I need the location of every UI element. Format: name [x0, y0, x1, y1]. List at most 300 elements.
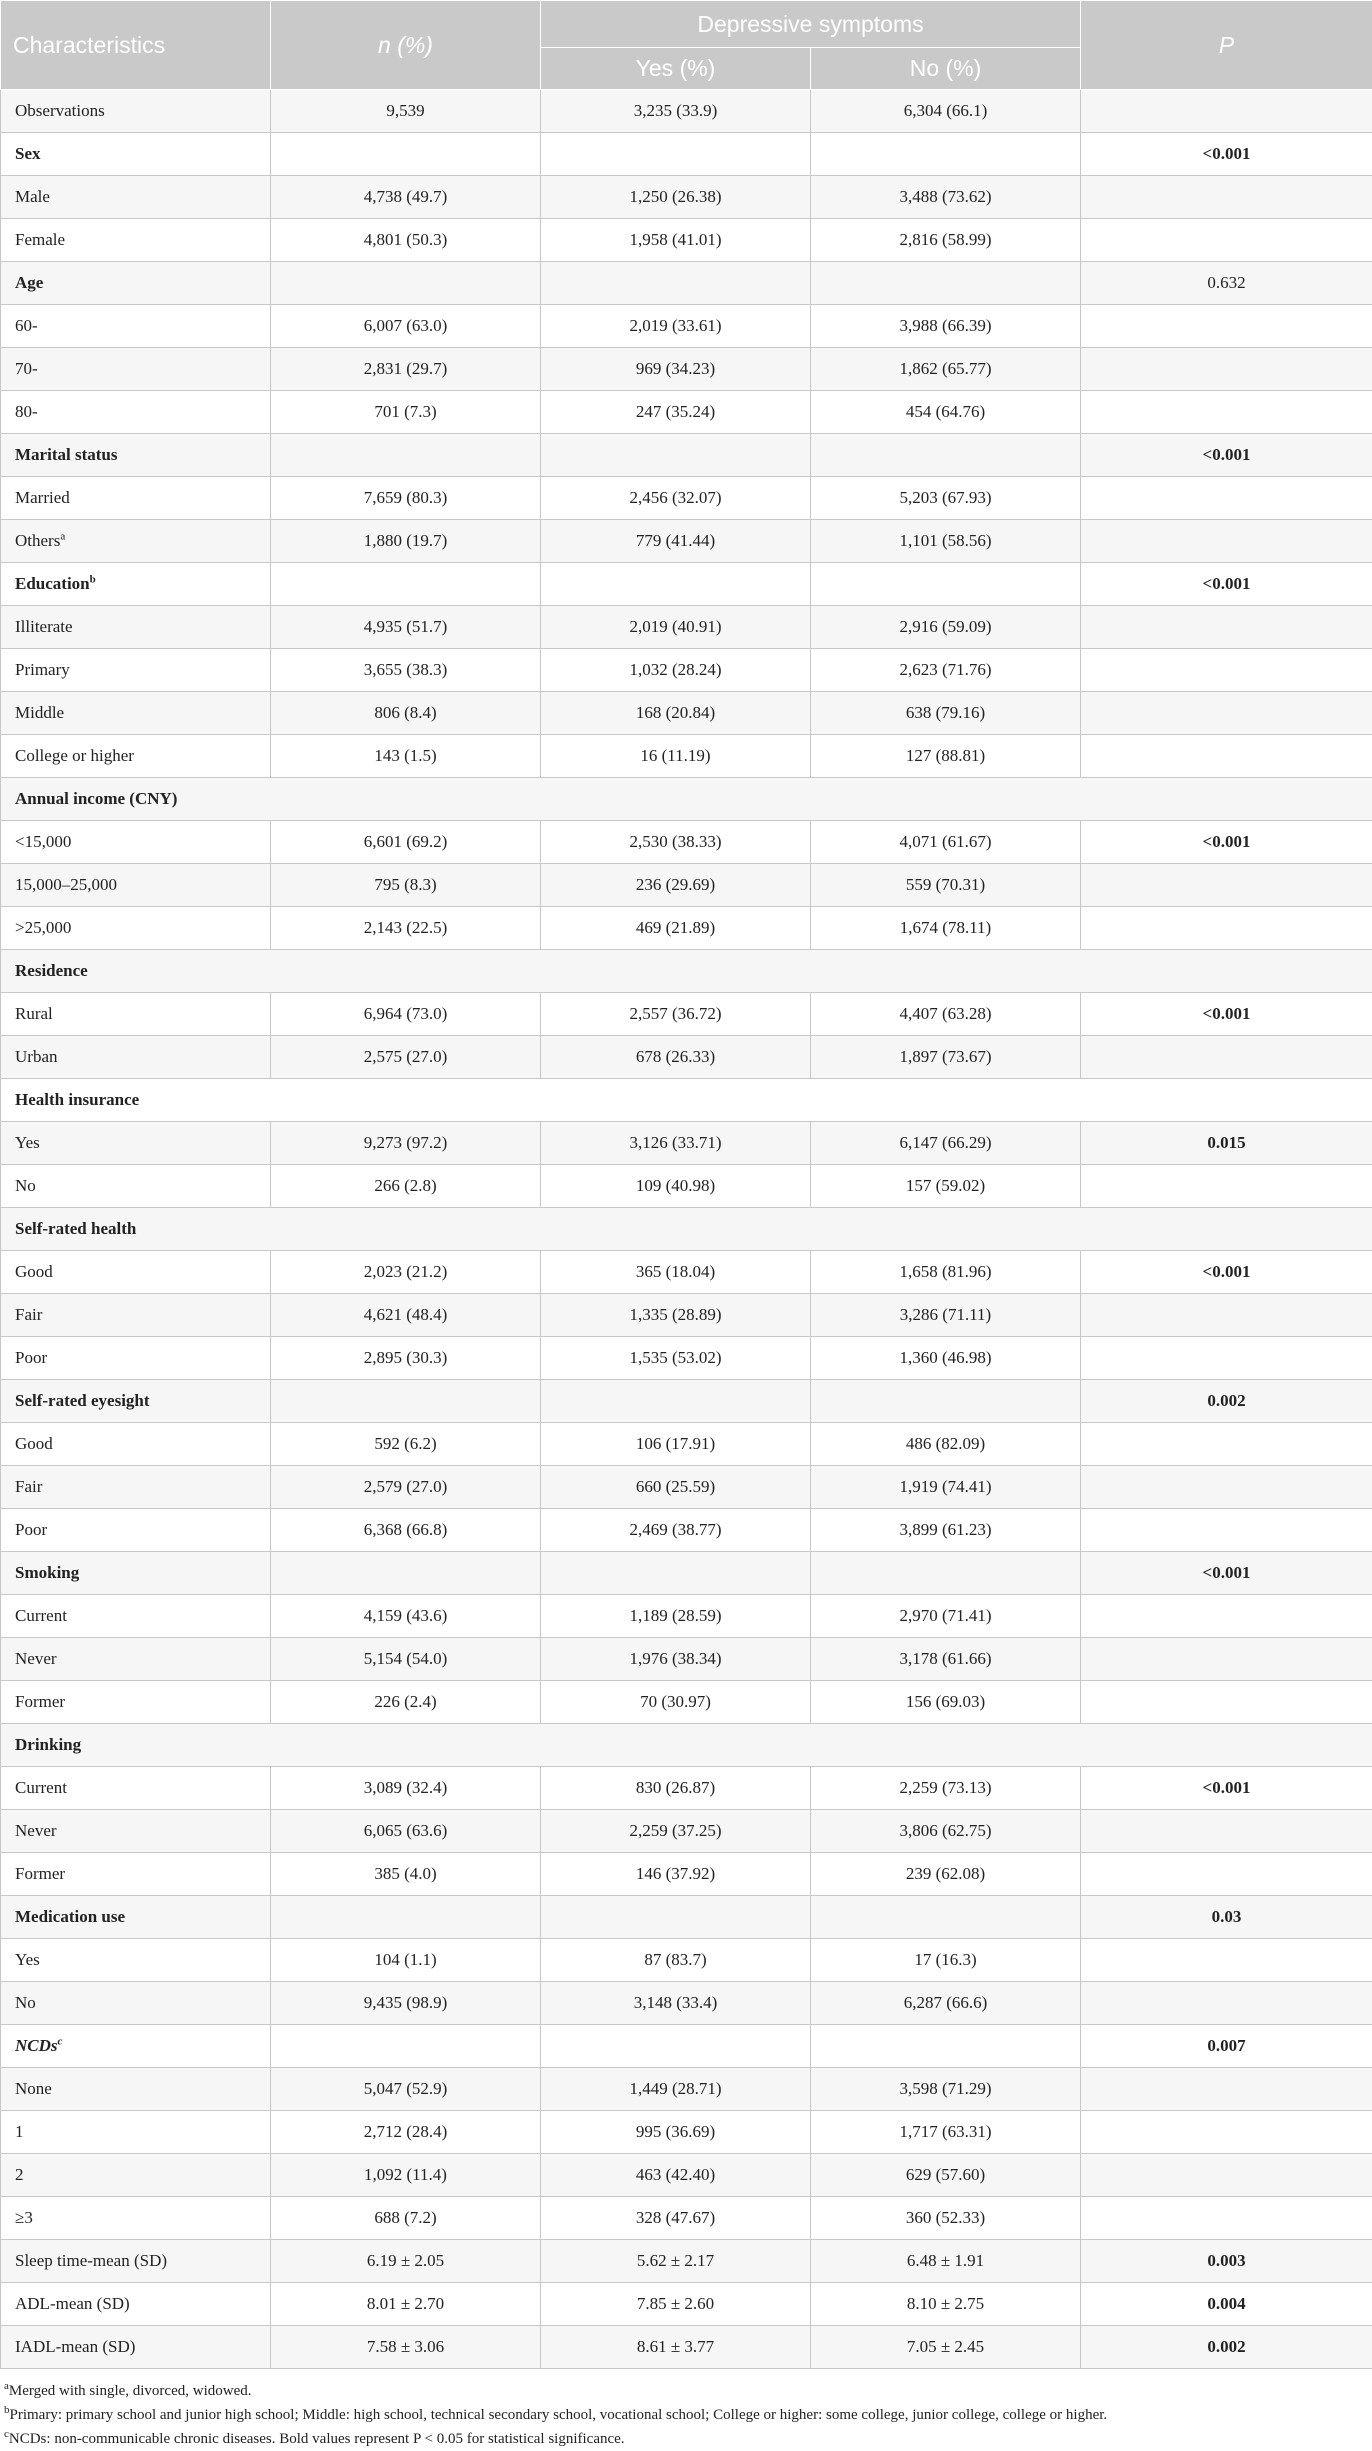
cell-p — [1081, 176, 1372, 219]
header-n-percent: n (%) — [271, 1, 541, 90]
cell-n: 3,655 (38.3) — [271, 649, 541, 692]
cell-yes — [541, 1552, 811, 1595]
row-label: <15,000 — [1, 821, 271, 864]
cell-no — [811, 1380, 1081, 1423]
cell-yes: 5.62 ± 2.17 — [541, 2240, 811, 2283]
cell-no: 6,304 (66.1) — [811, 90, 1081, 133]
cell-yes: 2,019 (40.91) — [541, 606, 811, 649]
cell-n: 104 (1.1) — [271, 1939, 541, 1982]
section-row — [1, 1724, 1372, 1767]
cell-n — [271, 1896, 541, 1939]
cell-p — [1081, 2154, 1372, 2197]
footnote-mark: b — [90, 573, 96, 585]
row-label: Self-rated eyesight — [1, 1380, 271, 1423]
cell-n: 688 (7.2) — [271, 2197, 541, 2240]
cell-n: 701 (7.3) — [271, 391, 541, 434]
cell-yes: 365 (18.04) — [541, 1251, 811, 1294]
cell-yes: 236 (29.69) — [541, 864, 811, 907]
table-row — [1, 1294, 1372, 1337]
cell-p — [1081, 2197, 1372, 2240]
cell-p — [1081, 2111, 1372, 2154]
cell-yes: 106 (17.91) — [541, 1423, 811, 1466]
cell-n: 4,801 (50.3) — [271, 219, 541, 262]
row-label: Smoking — [1, 1552, 271, 1595]
cell-n: 2,579 (27.0) — [271, 1466, 541, 1509]
cell-no: 1,862 (65.77) — [811, 348, 1081, 391]
cell-n: 266 (2.8) — [271, 1165, 541, 1208]
cell-p — [1081, 735, 1372, 778]
cell-n: 2,143 (22.5) — [271, 907, 541, 950]
cell-n: 4,935 (51.7) — [271, 606, 541, 649]
cell-p — [1081, 1423, 1372, 1466]
cell-no: 3,899 (61.23) — [811, 1509, 1081, 1552]
cell-p — [1081, 90, 1372, 133]
cell-p: 0.002 — [1081, 1380, 1372, 1423]
cell-no: 6,287 (66.6) — [811, 1982, 1081, 2025]
cell-no — [811, 434, 1081, 477]
footnote: $^a$Merged with single, divorced, widowed. — [4, 2379, 1368, 2403]
cell-p: 0.004 — [1081, 2283, 1372, 2326]
footnotes — [0, 2369, 1372, 2451]
cell-n: 4,621 (48.4) — [271, 1294, 541, 1337]
cell-p: <0.001 — [1081, 821, 1372, 864]
row-label: Middle — [1, 692, 271, 735]
table-row — [1, 907, 1372, 950]
section-row — [1, 563, 1372, 606]
table-row — [1, 90, 1372, 133]
row-label: Female — [1, 219, 271, 262]
header-depressive-symptoms: Depressive symptoms — [541, 1, 1081, 48]
cell-p — [1081, 907, 1372, 950]
cell-yes: 7.85 ± 2.60 — [541, 2283, 811, 2326]
cell-yes: 1,449 (28.71) — [541, 2068, 811, 2111]
cell-n: 5,047 (52.9) — [271, 2068, 541, 2111]
cell-yes: 3,126 (33.71) — [541, 1122, 811, 1165]
cell-no: 2,916 (59.09) — [811, 606, 1081, 649]
table-row — [1, 1466, 1372, 1509]
row-label: Primary — [1, 649, 271, 692]
row-label: >25,000 — [1, 907, 271, 950]
cell-no: 1,674 (78.11) — [811, 907, 1081, 950]
cell-n: 143 (1.5) — [271, 735, 541, 778]
cell-n — [271, 2025, 541, 2068]
cell-p: <0.001 — [1081, 133, 1372, 176]
section-row — [1, 1896, 1372, 1939]
cell-no — [811, 2025, 1081, 2068]
cell-n: 6,368 (66.8) — [271, 1509, 541, 1552]
cell-p — [1081, 1853, 1372, 1896]
row-label: Sleep time-mean (SD) — [1, 2240, 271, 2283]
row-label: 80- — [1, 391, 271, 434]
cell-no — [811, 262, 1081, 305]
cell-no: 156 (69.03) — [811, 1681, 1081, 1724]
row-label: Former — [1, 1681, 271, 1724]
row-label: Male — [1, 176, 271, 219]
cell-p — [1081, 1595, 1372, 1638]
row-label: Medication use — [1, 1896, 271, 1939]
cell-n — [271, 262, 541, 305]
cell-no: 3,178 (61.66) — [811, 1638, 1081, 1681]
table-row — [1, 1251, 1372, 1294]
cell-n: 6,964 (73.0) — [271, 993, 541, 1036]
row-label: Marital status — [1, 434, 271, 477]
cell-n: 6,007 (63.0) — [271, 305, 541, 348]
row-label: Never — [1, 1638, 271, 1681]
table-row — [1, 692, 1372, 735]
cell-yes: 779 (41.44) — [541, 520, 811, 563]
table-row — [1, 391, 1372, 434]
table-header — [1, 1, 1372, 90]
cell-yes: 8.61 ± 3.77 — [541, 2326, 811, 2369]
cell-no: 2,259 (73.13) — [811, 1767, 1081, 1810]
cell-yes: 70 (30.97) — [541, 1681, 811, 1724]
cell-n — [271, 1552, 541, 1595]
cell-p — [1081, 692, 1372, 735]
cell-yes: 469 (21.89) — [541, 907, 811, 950]
cell-no: 2,970 (71.41) — [811, 1595, 1081, 1638]
cell-yes: 16 (11.19) — [541, 735, 811, 778]
table-row — [1, 1036, 1372, 1079]
cell-p — [1081, 1294, 1372, 1337]
cell-yes: 678 (26.33) — [541, 1036, 811, 1079]
footnote: $^b$Primary: primary school and junior high school; Middle: high school, technical secondary school, vocational school; College or higher: some college, junior college, college or higher. — [4, 2403, 1368, 2427]
table-row — [1, 1982, 1372, 2025]
cell-no — [811, 1552, 1081, 1595]
cell-p — [1081, 520, 1372, 563]
table-row — [1, 821, 1372, 864]
cell-no: 2,816 (58.99) — [811, 219, 1081, 262]
cell-n: 8.01 ± 2.70 — [271, 2283, 541, 2326]
cell-n: 226 (2.4) — [271, 1681, 541, 1724]
row-label: 2 — [1, 2154, 271, 2197]
cell-p — [1081, 1036, 1372, 1079]
table-row — [1, 2111, 1372, 2154]
row-label: College or higher — [1, 735, 271, 778]
cell-yes — [541, 262, 811, 305]
section-row — [1, 1208, 1372, 1251]
cell-n: 7.58 ± 3.06 — [271, 2326, 541, 2369]
cell-yes: 109 (40.98) — [541, 1165, 811, 1208]
row-label: Education$^b$ — [1, 563, 271, 606]
cell-no: 127 (88.81) — [811, 735, 1081, 778]
cell-p — [1081, 864, 1372, 907]
row-label: Never — [1, 1810, 271, 1853]
cell-yes — [541, 1896, 811, 1939]
cell-n — [271, 1380, 541, 1423]
header-p-value: P — [1081, 1, 1372, 90]
row-label: 1 — [1, 2111, 271, 2154]
cell-yes: 463 (42.40) — [541, 2154, 811, 2197]
cell-no — [811, 133, 1081, 176]
cell-no — [811, 1896, 1081, 1939]
table-row — [1, 1638, 1372, 1681]
cell-p — [1081, 649, 1372, 692]
footnote-mark: a — [60, 530, 65, 542]
table-row — [1, 176, 1372, 219]
row-label: Annual income (CNY) — [1, 778, 1372, 821]
cell-p — [1081, 477, 1372, 520]
cell-n: 9,539 — [271, 90, 541, 133]
cell-p — [1081, 2068, 1372, 2111]
section-row — [1, 1079, 1372, 1122]
cell-n: 385 (4.0) — [271, 1853, 541, 1896]
row-label: Age — [1, 262, 271, 305]
table-row — [1, 2068, 1372, 2111]
cell-n: 6.19 ± 2.05 — [271, 2240, 541, 2283]
row-label: Others$^a$ — [1, 520, 271, 563]
cell-yes: 969 (34.23) — [541, 348, 811, 391]
cell-no: 629 (57.60) — [811, 2154, 1081, 2197]
cell-yes: 3,235 (33.9) — [541, 90, 811, 133]
cell-yes: 247 (35.24) — [541, 391, 811, 434]
cell-n: 4,159 (43.6) — [271, 1595, 541, 1638]
table-row — [1, 2240, 1372, 2283]
table-row — [1, 305, 1372, 348]
cell-n: 5,154 (54.0) — [271, 1638, 541, 1681]
cell-yes: 1,535 (53.02) — [541, 1337, 811, 1380]
cell-n: 3,089 (32.4) — [271, 1767, 541, 1810]
cell-p: 0.015 — [1081, 1122, 1372, 1165]
cell-yes: 168 (20.84) — [541, 692, 811, 735]
cell-p — [1081, 1982, 1372, 2025]
cell-no: 6.48 ± 1.91 — [811, 2240, 1081, 2283]
cell-n: 2,712 (28.4) — [271, 2111, 541, 2154]
table-row — [1, 1939, 1372, 1982]
row-label: None — [1, 2068, 271, 2111]
cell-p — [1081, 1939, 1372, 1982]
cell-n: 806 (8.4) — [271, 692, 541, 735]
header-no: No (%) — [811, 48, 1081, 90]
row-label: Observations — [1, 90, 271, 133]
table-row — [1, 1423, 1372, 1466]
table-row — [1, 1165, 1372, 1208]
row-label: No — [1, 1982, 271, 2025]
row-label: Married — [1, 477, 271, 520]
cell-p — [1081, 1337, 1372, 1380]
cell-no: 4,071 (61.67) — [811, 821, 1081, 864]
table-body — [1, 90, 1372, 2369]
row-label: Good — [1, 1423, 271, 1466]
table-row — [1, 2197, 1372, 2240]
cell-yes: 1,189 (28.59) — [541, 1595, 811, 1638]
cell-yes: 3,148 (33.4) — [541, 1982, 811, 2025]
section-row — [1, 434, 1372, 477]
cell-yes: 660 (25.59) — [541, 1466, 811, 1509]
table-row — [1, 864, 1372, 907]
cell-no: 157 (59.02) — [811, 1165, 1081, 1208]
cell-no: 3,806 (62.75) — [811, 1810, 1081, 1853]
cell-p: <0.001 — [1081, 1552, 1372, 1595]
cell-p: <0.001 — [1081, 1767, 1372, 1810]
cell-n: 1,880 (19.7) — [271, 520, 541, 563]
cell-no: 360 (52.33) — [811, 2197, 1081, 2240]
row-label: Rural — [1, 993, 271, 1036]
table-row — [1, 1122, 1372, 1165]
row-label: Residence — [1, 950, 1372, 993]
table-row — [1, 606, 1372, 649]
cell-p: <0.001 — [1081, 1251, 1372, 1294]
cell-p — [1081, 391, 1372, 434]
table-row — [1, 1509, 1372, 1552]
row-label: ≥3 — [1, 2197, 271, 2240]
cell-yes: 2,469 (38.77) — [541, 1509, 811, 1552]
row-label: Sex — [1, 133, 271, 176]
cell-n: 7,659 (80.3) — [271, 477, 541, 520]
cell-p — [1081, 1638, 1372, 1681]
table-row — [1, 2283, 1372, 2326]
cell-n: 592 (6.2) — [271, 1423, 541, 1466]
cell-no: 1,717 (63.31) — [811, 2111, 1081, 2154]
row-label: Yes — [1, 1122, 271, 1165]
cell-no: 17 (16.3) — [811, 1939, 1081, 1982]
row-label: Urban — [1, 1036, 271, 1079]
row-label: Poor — [1, 1337, 271, 1380]
cell-p — [1081, 1165, 1372, 1208]
table-row — [1, 735, 1372, 778]
cell-no: 3,488 (73.62) — [811, 176, 1081, 219]
cell-no: 3,598 (71.29) — [811, 2068, 1081, 2111]
table-row — [1, 1681, 1372, 1724]
table-row — [1, 1810, 1372, 1853]
table-row — [1, 2154, 1372, 2197]
cell-yes: 995 (36.69) — [541, 2111, 811, 2154]
row-label: IADL-mean (SD) — [1, 2326, 271, 2369]
cell-no: 6,147 (66.29) — [811, 1122, 1081, 1165]
cell-no: 5,203 (67.93) — [811, 477, 1081, 520]
cell-p — [1081, 305, 1372, 348]
section-row — [1, 262, 1372, 305]
cell-n: 6,601 (69.2) — [271, 821, 541, 864]
row-label: Self-rated health — [1, 1208, 1372, 1251]
table-row — [1, 1767, 1372, 1810]
header-yes: Yes (%) — [541, 48, 811, 90]
cell-yes: 1,958 (41.01) — [541, 219, 811, 262]
row-label: Fair — [1, 1294, 271, 1337]
footnote: $^c$NCDs: non-communicable chronic diseases. Bold values represent P < 0.05 for statistical significance. — [4, 2427, 1368, 2451]
row-label: Current — [1, 1767, 271, 1810]
table-row — [1, 348, 1372, 391]
cell-n: 2,023 (21.2) — [271, 1251, 541, 1294]
cell-no: 1,360 (46.98) — [811, 1337, 1081, 1380]
row-label: Health insurance — [1, 1079, 1372, 1122]
cell-p: 0.632 — [1081, 262, 1372, 305]
cell-no: 638 (79.16) — [811, 692, 1081, 735]
row-label: 70- — [1, 348, 271, 391]
cell-no: 7.05 ± 2.45 — [811, 2326, 1081, 2369]
cell-n — [271, 563, 541, 606]
cell-no: 3,286 (71.11) — [811, 1294, 1081, 1337]
table-row — [1, 1337, 1372, 1380]
cell-yes: 2,456 (32.07) — [541, 477, 811, 520]
table-row — [1, 1595, 1372, 1638]
cell-p: <0.001 — [1081, 993, 1372, 1036]
cell-n: 795 (8.3) — [271, 864, 541, 907]
cell-n: 6,065 (63.6) — [271, 1810, 541, 1853]
cell-yes — [541, 563, 811, 606]
cell-yes: 1,335 (28.89) — [541, 1294, 811, 1337]
cell-no: 8.10 ± 2.75 — [811, 2283, 1081, 2326]
cell-no: 1,658 (81.96) — [811, 1251, 1081, 1294]
cell-no: 454 (64.76) — [811, 391, 1081, 434]
section-row — [1, 778, 1372, 821]
footnote-mark: c — [58, 2035, 63, 2047]
row-label: ADL-mean (SD) — [1, 2283, 271, 2326]
cell-p — [1081, 1681, 1372, 1724]
cell-p — [1081, 1810, 1372, 1853]
row-label: Former — [1, 1853, 271, 1896]
cell-n: 4,738 (49.7) — [271, 176, 541, 219]
row-label: Good — [1, 1251, 271, 1294]
cell-yes: 1,032 (28.24) — [541, 649, 811, 692]
cell-p — [1081, 1466, 1372, 1509]
cell-yes — [541, 1380, 811, 1423]
cell-yes: 1,976 (38.34) — [541, 1638, 811, 1681]
cell-p: <0.001 — [1081, 563, 1372, 606]
cell-p — [1081, 348, 1372, 391]
cell-p: 0.03 — [1081, 1896, 1372, 1939]
cell-no: 559 (70.31) — [811, 864, 1081, 907]
cell-no: 239 (62.08) — [811, 1853, 1081, 1896]
cell-n: 9,273 (97.2) — [271, 1122, 541, 1165]
row-label: Yes — [1, 1939, 271, 1982]
cell-n — [271, 434, 541, 477]
cell-no: 1,101 (58.56) — [811, 520, 1081, 563]
cell-n: 2,895 (30.3) — [271, 1337, 541, 1380]
row-label: Fair — [1, 1466, 271, 1509]
row-label: 15,000–25,000 — [1, 864, 271, 907]
cell-yes: 87 (83.7) — [541, 1939, 811, 1982]
section-row — [1, 1552, 1372, 1595]
cell-yes: 328 (47.67) — [541, 2197, 811, 2240]
cell-n: 2,575 (27.0) — [271, 1036, 541, 1079]
section-row — [1, 950, 1372, 993]
table-row — [1, 2326, 1372, 2369]
row-label: Illiterate — [1, 606, 271, 649]
row-label: NCDs$^c$ — [1, 2025, 271, 2068]
cell-p — [1081, 606, 1372, 649]
cell-yes: 2,259 (37.25) — [541, 1810, 811, 1853]
cell-yes: 2,530 (38.33) — [541, 821, 811, 864]
table-row — [1, 477, 1372, 520]
cell-yes: 1,250 (26.38) — [541, 176, 811, 219]
row-label: No — [1, 1165, 271, 1208]
table-row — [1, 993, 1372, 1036]
cell-yes: 146 (37.92) — [541, 1853, 811, 1896]
header-characteristics: Characteristics — [1, 1, 271, 90]
cell-p — [1081, 219, 1372, 262]
cell-no: 4,407 (63.28) — [811, 993, 1081, 1036]
table-row — [1, 649, 1372, 692]
cell-p: 0.003 — [1081, 2240, 1372, 2283]
cell-n: 2,831 (29.7) — [271, 348, 541, 391]
cell-p — [1081, 1509, 1372, 1552]
cell-no: 1,919 (74.41) — [811, 1466, 1081, 1509]
cell-yes — [541, 133, 811, 176]
cell-no: 2,623 (71.76) — [811, 649, 1081, 692]
cell-no: 1,897 (73.67) — [811, 1036, 1081, 1079]
section-row — [1, 133, 1372, 176]
row-label: Current — [1, 1595, 271, 1638]
table-row — [1, 219, 1372, 262]
cell-yes: 2,557 (36.72) — [541, 993, 811, 1036]
row-label: 60- — [1, 305, 271, 348]
section-row — [1, 2025, 1372, 2068]
cell-yes: 2,019 (33.61) — [541, 305, 811, 348]
cell-n — [271, 133, 541, 176]
section-row — [1, 1380, 1372, 1423]
table-row — [1, 520, 1372, 563]
cell-n: 9,435 (98.9) — [271, 1982, 541, 2025]
